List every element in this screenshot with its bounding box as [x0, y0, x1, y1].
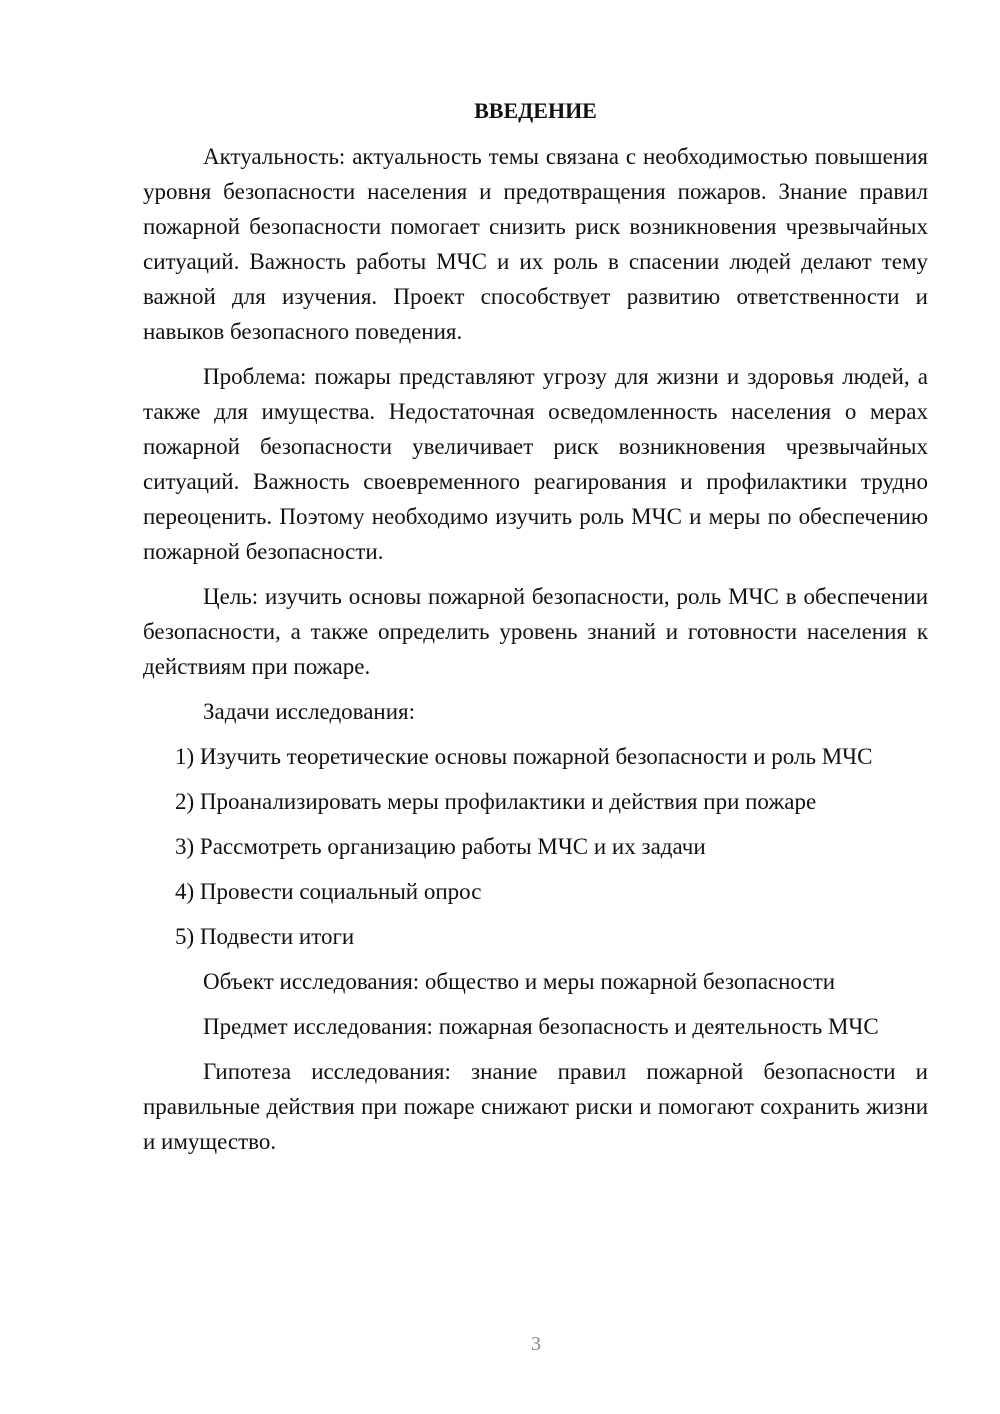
tasks-heading: Задачи исследования: [203, 699, 416, 724]
task-item-2: 2) Проанализировать меры профилактики и действия при пожаре [175, 789, 817, 814]
goal-paragraph: Цель: изучить основы пожарной безопасности, роль МЧС в обеспечении безопасности, а также определить уровень знаний и готовности населения к действиям при пожаре. [143, 584, 928, 679]
research-subject: Предмет исследования: пожарная безопасность и деятельность МЧС [203, 1014, 879, 1039]
relevance-paragraph: Актуальность: актуальность темы связана с необходимостью повышения уровня безопасности населения и предотвращения пожаров. Знание правил пожарной безопасности помогает снизить риск возникновения чрезвычайных ситуаций. Важность работы МЧС и их роль в спасении людей делают тему важной для изучения. Проект способствует развитию ответственности и навыков безопасного поведения. [143, 144, 928, 344]
task-item-1: 1) Изучить теоретические основы пожарной безопасности и роль МЧС [175, 744, 873, 769]
task-item-5: 5) Подвести итоги [175, 924, 355, 949]
task-item-4: 4) Провести социальный опрос [175, 879, 482, 904]
page-number: 3 [531, 1333, 541, 1355]
research-object: Объект исследования: общество и меры пожарной безопасности [203, 969, 836, 994]
task-item-3: 3) Рассмотреть организацию работы МЧС и их задачи [175, 834, 706, 859]
page-title: ВВЕДЕНИЕ [474, 98, 597, 123]
page-content [143, 93, 928, 1169]
problem-paragraph: Проблема: пожары представляют угрозу для жизни и здоровья людей, а также для имущества. Недостаточная осведомленность населения о мерах пожарной безопасности увеличивает риск возникновения чрезвычайных ситуаций. Важность своевременного реагирования и профилактики трудно переоценить. Поэтому необходимо изучить роль МЧС и меры по обеспечению пожарной безопасности. [143, 364, 928, 564]
research-hypothesis: Гипотеза исследования: знание правил пожарной безопасности и правильные действия при пожаре снижают риски и помогают сохранить жизни и имущество. [143, 1059, 928, 1154]
